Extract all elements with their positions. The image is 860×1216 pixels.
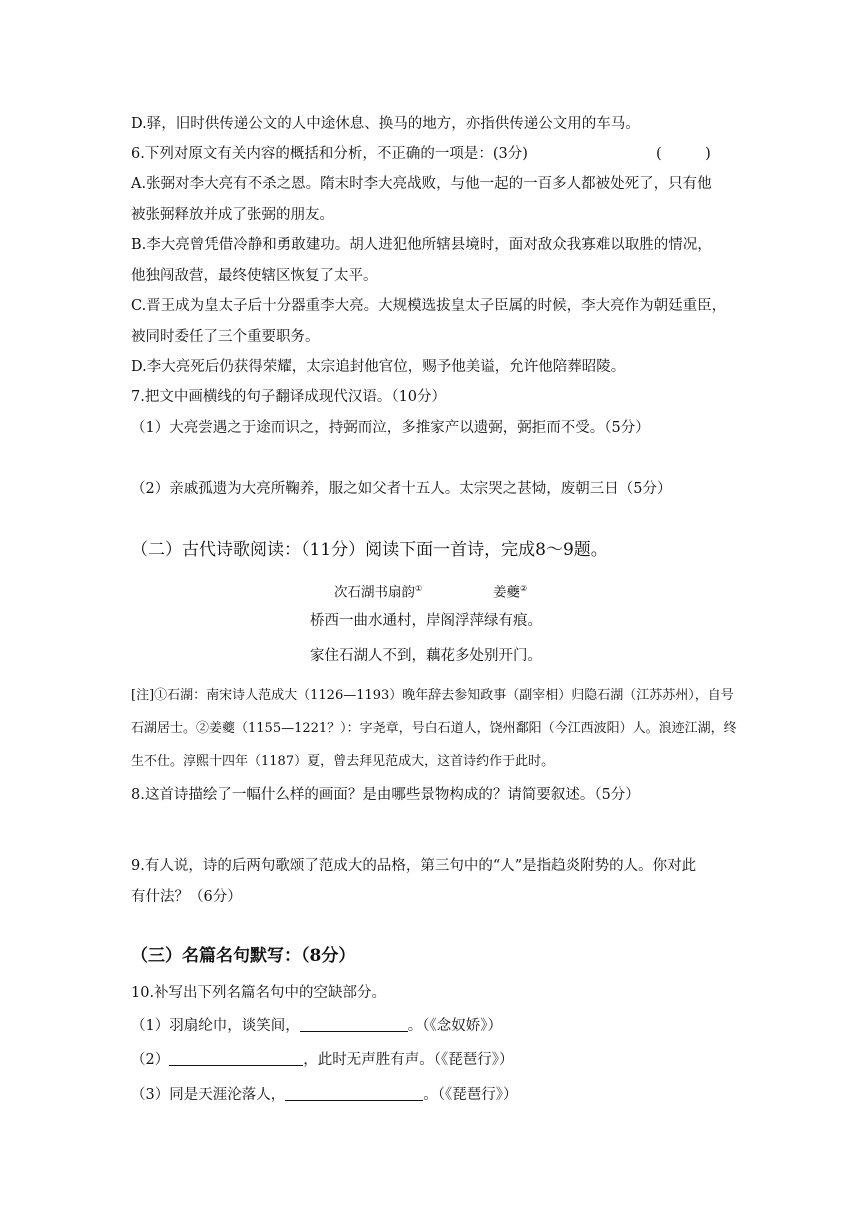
poem-note-line2: 石湖居士。②姜夔（1155—1221？）：字尧章，号白石道人，饶州鄱阳（今江西波阳）人。浪迹江湖，终 bbox=[131, 721, 737, 736]
q6-option-a-line2: 被张弼释放并成了张弼的朋友。 bbox=[131, 207, 334, 223]
q10-item-2-suffix: ，此时无声胜有声。（《琵琶行》） bbox=[303, 1052, 514, 1068]
q10-item-3-blank[interactable] bbox=[285, 1086, 423, 1101]
q10-item-2-prefix: （2） bbox=[131, 1052, 170, 1068]
q10-item-3-suffix: 。（《琵琶行》） bbox=[423, 1087, 518, 1103]
q9-stem-line2: 有什法？（6分） bbox=[131, 889, 242, 905]
q10-item-1-blank[interactable] bbox=[300, 1017, 408, 1032]
section-2-heading: （二）古代诗歌阅读：（11分）阅读下面一首诗，完成8～9题。 bbox=[131, 540, 608, 560]
q10-item-3-prefix: （3）同是天涯沦落人， bbox=[131, 1087, 286, 1103]
q6-option-b-line1: B.李大亮曾凭借冷静和勇敢建功。胡人进犯他所辖县境时，面对敌众我寡难以取胜的情况， bbox=[131, 237, 712, 253]
poet-footnote-mark: ② bbox=[520, 584, 528, 593]
q6-option-d: D.李大亮死后仍获得荣耀，太宗追封他官位，赐予他美谥，允许他陪葬昭陵。 bbox=[131, 359, 626, 375]
section-3-heading: （三）名篇名句默写：（8分） bbox=[131, 946, 356, 966]
poem-line-2: 家住石湖人不到，藕花多处别开门。 bbox=[310, 648, 542, 664]
poet-name-text: 姜夔 bbox=[493, 584, 520, 601]
q6-option-c-line1: C.晋王成为皇太子后十分器重李大亮。大规模选拔皇太子臣属的时候，李大亮作为朝廷重臣， bbox=[131, 298, 727, 314]
q9-stem-line1: 9.有人说，诗的后两句歌颂了范成大的品格，第三句中的“人”是指趋炎附势的人。你对此 bbox=[131, 858, 697, 874]
poem-title-footnote-mark: ① bbox=[415, 584, 423, 593]
q10-item-1-suffix: 。（《念奴娇》） bbox=[407, 1018, 502, 1034]
poem-line-1: 桥西一曲水通村，岸阁浮萍绿有痕。 bbox=[310, 613, 542, 629]
q10-item-1-prefix: （1）羽扇纶巾，谈笑间， bbox=[131, 1018, 300, 1034]
q6-option-c-line2: 被同时委任了三个重要职务。 bbox=[131, 329, 320, 345]
q7-stem: 7.把文中画横线的句子翻译成现代汉语。（10分） bbox=[131, 389, 447, 405]
q6-option-b-line2: 他独闯敌营，最终使辖区恢复了太平。 bbox=[131, 268, 378, 284]
poem-note-line1: [注]①石湖：南宋诗人范成大（1126—1193）晚年辞去参知政事（副宰相）归隐石湖（江苏苏州），自号 bbox=[131, 688, 734, 703]
q10-item-3 bbox=[131, 1085, 517, 1105]
q6-answer-blank: ( ) bbox=[656, 146, 711, 162]
q10-item-1 bbox=[131, 1016, 502, 1036]
poem-note-line3: 生不仕。淳熙十四年（1187）夏，曾去拜见范成大，这首诗约作于此时。 bbox=[131, 754, 555, 769]
poem-title bbox=[334, 579, 422, 603]
q5-option-d: D.驿，旧时供传递公文的人中途休息、换马的地方，亦指供传递公文用的车马。 bbox=[131, 116, 640, 132]
q10-item-2-blank[interactable] bbox=[169, 1051, 303, 1066]
q6-stem: 6.下列对原文有关内容的概括和分析，不正确的一项是：(3分) bbox=[131, 146, 528, 162]
q6-option-a-line1: A.张弼对李大亮有不杀之恩。隋末时李大亮战败，与他一起的一百多人都被处死了，只有他 bbox=[131, 176, 712, 192]
q8-stem: 8.这首诗描绘了一幅什么样的画面？是由哪些景物构成的？请简要叙述。（5分） bbox=[131, 787, 640, 803]
poem-title-text: 次石湖书扇韵 bbox=[334, 584, 415, 601]
poet-name bbox=[493, 579, 527, 603]
q7-sentence-1: （1）大亮尝遇之于途而识之，持弼而泣，多推家产以遗弼，弼拒而不受。（5分） bbox=[131, 420, 650, 436]
q7-sentence-2: （2）亲戚孤遗为大亮所鞠养，服之如父者十五人。太宗哭之甚恸，废朝三日（5分） bbox=[131, 481, 672, 497]
q10-stem: 10.补写出下列名篇名句中的空缺部分。 bbox=[131, 985, 387, 1001]
q10-item-2 bbox=[131, 1050, 513, 1070]
